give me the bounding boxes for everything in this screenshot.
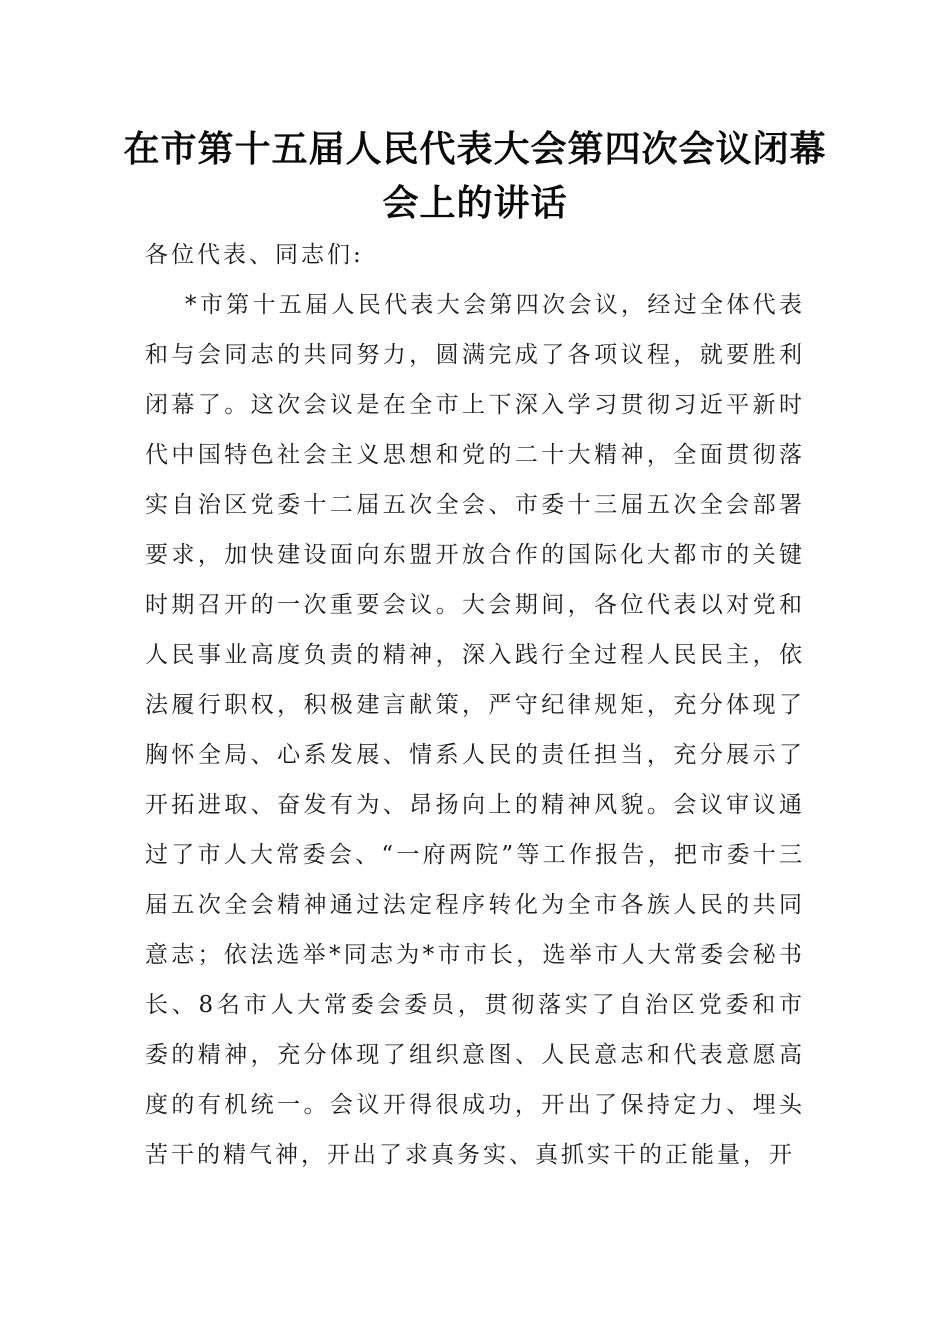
document-title: 在市第十五届人民代表大会第四次会议闭幕会上的讲话 — [123, 128, 827, 224]
body-paragraph: *市第十五届人民代表大会第四次会议，经过全体代表和与会同志的共同努力，圆满完成了各项议程，就要胜利闭幕了。这次会议是在全市上下深入学习贯彻习近平新时代中国特色社会主义思想和党的二十大精神，全面贯彻落实自治区党委十二届五次全会、市委十三届五次全会部署要求，加快建设面向东盟开放合作的国际化大都市的关键时期召开的一次重要会议。大会期间，各位代表以对党和人民事业高度负责的精神，深入践行全过程人民民主，依法履行职权，积极建言献策，严守纪律规矩，充分体现了胸怀全局、心系发展、情系人民的责任担当，充分展示了开拓进取、奋发有为、昂扬向上的精神风貌。会议审议通过了市人大常委会、“一府两院”等工作报告，把市委十三届五次全会精神通过法定程序转化为全市各族人民的共同意志；依法选举*同志为*市市长，选举市人大常委会秘书长、8名市人大常委会委员，贯彻落实了自治区党委和市委的精神，充分体现了组织意图、人民意志和代表意愿高度的有机统一。会议开得很成功，开出了保持定力、埋头苦干的精气神，开出了求真务实、真抓实干的正能量，开 — [145, 292, 805, 1168]
salutation: 各位代表、同志们: — [145, 242, 364, 268]
document-body — [145, 230, 805, 1180]
